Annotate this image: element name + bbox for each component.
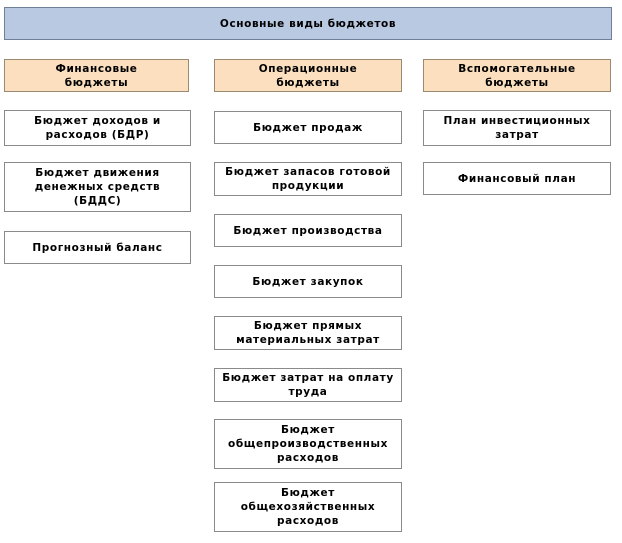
- box-general-admin-budget: Бюджет общехозяйственных расходов: [214, 482, 402, 532]
- box-manufacturing-overhead-budget: Бюджет общепроизводственных расходов: [214, 419, 402, 469]
- box-financial-plan: Финансовый план: [423, 162, 611, 195]
- box-production-budget: Бюджет производства: [214, 214, 402, 247]
- box-forecast-balance: Прогнозный баланс: [4, 231, 191, 264]
- box-purchase-budget: Бюджет закупок: [214, 265, 402, 298]
- diagram-title: Основные виды бюджетов: [4, 7, 612, 40]
- box-finished-goods-budget: Бюджет запасов готовой продукции: [214, 162, 402, 196]
- box-income-expense-budget: Бюджет доходов и расходов (БДР): [4, 110, 191, 146]
- box-sales-budget: Бюджет продаж: [214, 111, 402, 144]
- box-cash-flow-budget: Бюджет движения денежных средств (БДДС): [4, 162, 191, 212]
- box-investment-plan: План инвестиционных затрат: [423, 110, 611, 146]
- header-operational-budgets: Операционные бюджеты: [214, 59, 402, 92]
- box-direct-materials-budget: Бюджет прямых материальных затрат: [214, 316, 402, 350]
- header-auxiliary-budgets: Вспомогательные бюджеты: [423, 59, 611, 92]
- box-labor-cost-budget: Бюджет затрат на оплату труда: [214, 368, 402, 402]
- header-financial-budgets: Финансовые бюджеты: [4, 59, 189, 92]
